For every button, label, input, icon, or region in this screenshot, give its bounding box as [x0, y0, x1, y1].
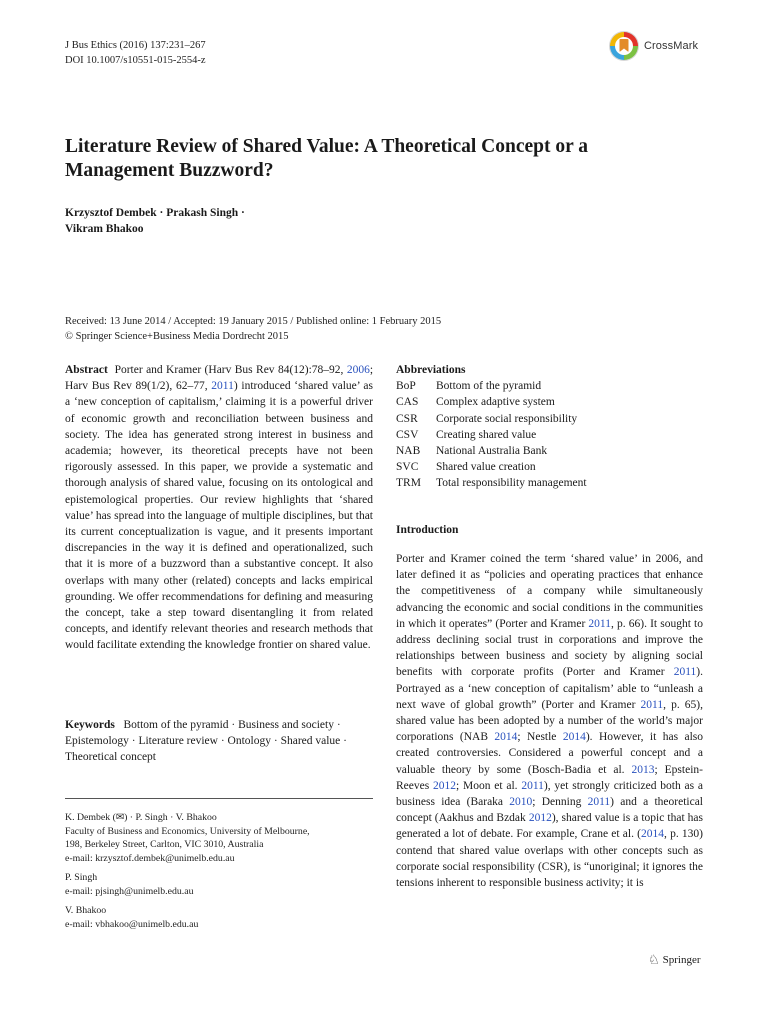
- intro-text: Porter and Kramer coined the term ‘shared value’ in 2006, and later defined it as “policies and operating practices that enhance the competitiveness of a company while simultaneously advancing the economic and social conditions in the communities in which it operates” (Porter and Kramer: [396, 553, 703, 630]
- crossmark-badge[interactable]: [608, 30, 698, 62]
- authors-line-2: Vikram Bhakoo: [65, 223, 144, 235]
- abstract-text-1: Porter and Kramer (Harv Bus Rev 84(12):78–92,: [114, 364, 347, 376]
- abbreviation-meaning: Complex adaptive system: [436, 396, 555, 409]
- abbreviation-meaning: Shared value creation: [436, 461, 536, 474]
- abbreviation-code: CSR: [396, 412, 418, 425]
- crossmark-icon: [608, 30, 640, 62]
- publisher-footer: [648, 952, 701, 968]
- citation-link[interactable]: 2011: [211, 380, 234, 393]
- introduction-paragraph: [396, 551, 703, 891]
- intro-text: ; Epstein-Reeves: [396, 763, 703, 792]
- abbreviation-meaning: National Australia Bank: [436, 445, 548, 458]
- abbreviation-code: SVC: [396, 461, 419, 474]
- abstract-text-2: ; Harv Bus Rev 89(1/2), 62–77,: [65, 364, 374, 393]
- affiliation-block: [65, 904, 373, 931]
- citation-link[interactable]: 2014: [562, 731, 586, 744]
- citation-link[interactable]: 2011: [521, 779, 544, 792]
- abbreviation-meaning: Bottom of the pyramid: [436, 380, 542, 393]
- citation-link[interactable]: 2011: [588, 617, 611, 630]
- affiliation-address: 198, Berkeley Street, Carlton, VIC 3010, Australia: [65, 839, 264, 850]
- abbreviation-meaning: Corporate social responsibility: [436, 412, 578, 425]
- publication-dates: Received: 13 June 2014 / Accepted: 19 January 2015 / Published online: 1 February 2015: [65, 316, 442, 327]
- citation-link[interactable]: 2006: [346, 364, 370, 376]
- intro-text: ). Portrayed as a ‘new conception of capitalism’ able to “unleash a next wave of global growth” (Porter and Kramer: [396, 666, 703, 711]
- abbreviation-meaning: Total responsibility management: [436, 477, 587, 490]
- list-item: [396, 411, 703, 427]
- intro-text: ) and a theoretical concept (Aakhus and Bzdak: [396, 796, 703, 825]
- affiliation-email[interactable]: e-mail: krzysztof.dembek@unimelb.edu.au: [65, 852, 235, 864]
- abbreviations-section: [396, 362, 703, 492]
- affiliation-institution: Faculty of Business and Economics, University of Melbourne,: [65, 825, 310, 837]
- journal-citation: J Bus Ethics (2016) 137:231–267: [65, 40, 206, 51]
- doi-link[interactable]: DOI 10.1007/s10551-015-2554-z: [65, 55, 206, 66]
- abbreviation-code: CSV: [396, 428, 419, 441]
- list-item: [396, 378, 703, 394]
- abbreviation-code: BoP: [396, 380, 416, 393]
- list-item: [396, 427, 703, 443]
- intro-text: ). However, it has also created controversies. Considered a powerful concept and a valuable theory by some (Bosch-Badia et al.: [396, 731, 703, 776]
- citation-link[interactable]: 2014: [494, 731, 518, 744]
- affiliation-author: P. Singh: [65, 872, 98, 883]
- crossmark-label: CrossMark: [644, 40, 699, 52]
- abbreviations-list: [396, 378, 703, 491]
- citation-link[interactable]: 2010: [509, 796, 533, 809]
- citation-link[interactable]: 2013: [631, 763, 655, 776]
- keywords-paragraph: [65, 717, 373, 766]
- list-item: [396, 443, 703, 459]
- paper-title: Literature Review of Shared Value: A Theoretical Concept or a Management Buzzword?: [65, 136, 589, 181]
- citation-link[interactable]: 2012: [528, 812, 552, 825]
- list-item: [396, 459, 703, 475]
- publisher-name: Springer: [662, 954, 701, 966]
- affiliation-authors: K. Dembek (✉) · P. Singh · V. Bhakoo: [65, 812, 217, 823]
- abbreviation-meaning: Creating shared value: [436, 428, 537, 441]
- keywords-label: Keywords: [65, 719, 115, 731]
- intro-text: ; Denning: [532, 796, 588, 809]
- intro-text: , p. 66). It sought to address declining social trust in corporations and improve the relationships between business and society by aligning social benefits with corporate profits (Porter and Kramer: [396, 617, 703, 679]
- citation-link[interactable]: 2011: [640, 698, 664, 711]
- authors-line-1: Krzysztof Dembek · Prakash Singh ·: [65, 207, 245, 219]
- affiliation-author: V. Bhakoo: [65, 905, 107, 916]
- springer-horse-icon: ♘: [648, 952, 660, 967]
- abstract-text-3: ) introduced ‘shared value’ as a ‘new conception of capitalism,’ claiming it is a powerful driver of economic growth and reconciliation between business and society. The idea has generated strong interest in business and academia; however, its theoretical precepts have not been rigorously assessed. In this paper, we provide a systematic and thorough analysis of shared value, focusing on its ontological and epistemological properties. Our review highlights that ‘shared value’ has spread into the language of multiple disciplines, but that its current conceptualization is vague, and it presents important discrepancies in the way it is defined and operationalized, such that it is more of a buzzword than a substantive concept. It also overlaps with many other (related) concepts and lacks empirical grounding. We offer recommendations for defining and measuring the concept, take a step toward disentangling it from related concepts, and identify relevant theories and research methods that would facilitate extending the knowledge frontier on shared value.: [65, 380, 374, 652]
- citation-link[interactable]: 2011: [673, 666, 697, 679]
- intro-text: ), yet strongly criticized both as a business idea (Baraka: [396, 779, 703, 809]
- affiliation-email[interactable]: e-mail: vbhakoo@unimelb.edu.au: [65, 918, 199, 930]
- abbreviation-code: NAB: [396, 445, 421, 458]
- introduction-section: [396, 524, 703, 891]
- abbreviation-code: CAS: [396, 396, 419, 409]
- intro-text: , p. 65), shared value has been adopted by a number of the world’s major corporations (NAB: [396, 698, 703, 744]
- list-item: [396, 394, 703, 410]
- affiliation-block: [65, 871, 373, 898]
- affiliation-block: [65, 811, 373, 865]
- abbreviation-code: TRM: [396, 477, 421, 490]
- intro-text: ; Moon et al.: [456, 779, 522, 792]
- introduction-heading: Introduction: [396, 524, 459, 536]
- list-item: [396, 475, 703, 491]
- abbreviations-heading: Abbreviations: [396, 364, 466, 376]
- intro-text: ), shared value is a topic that has generated a lot of debate. For example, Crane et al. (: [396, 812, 703, 841]
- abstract-label: Abstract: [65, 364, 108, 376]
- copyright-notice: © Springer Science+Business Media Dordrecht 2015: [65, 331, 289, 342]
- citation-link[interactable]: 2014: [641, 828, 664, 841]
- keywords-section: [65, 717, 373, 766]
- citation-link[interactable]: 2011: [587, 796, 611, 809]
- intro-text: ; Nestle: [517, 731, 563, 744]
- intro-text: , p. 130) contend that shared value overlaps with other concepts such as corporate social responsibility (CSR), is “unoriginal; it ignores the tensions inherent to responsible business activity; it is: [396, 828, 703, 890]
- author-affiliations: [65, 798, 373, 937]
- abstract-section: [65, 362, 373, 654]
- keywords-text: Bottom of the pyramid · Business and society · Epistemology · Literature review · Ontology · Shared value · Theoretical concept: [65, 719, 347, 764]
- affiliation-email[interactable]: e-mail: pjsingh@unimelb.edu.au: [65, 885, 194, 897]
- citation-link[interactable]: 2012: [433, 779, 456, 792]
- abstract-paragraph: [65, 362, 373, 654]
